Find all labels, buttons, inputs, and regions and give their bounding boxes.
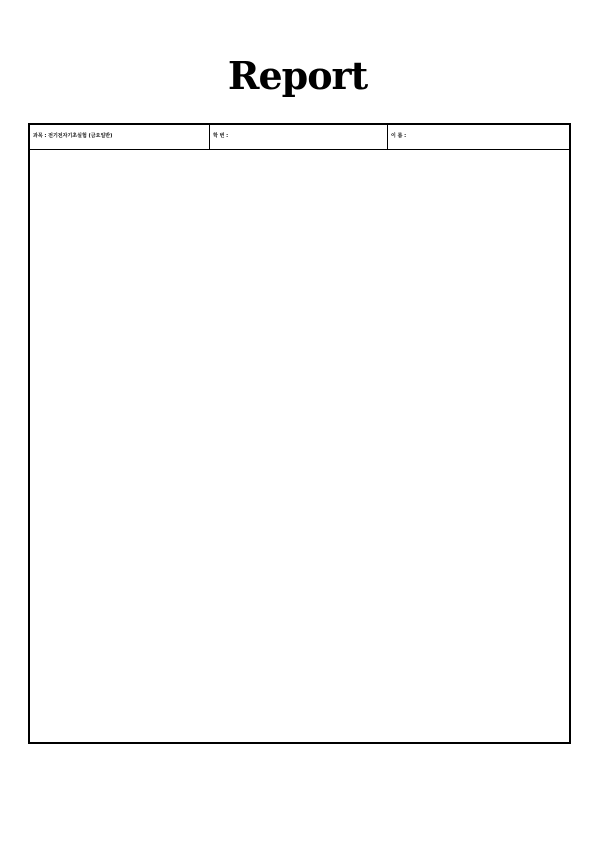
course-field: 과목 : 전기전자기초실험 (금요일반) — [30, 125, 210, 149]
report-title: Report — [227, 53, 368, 98]
name-field: 이 름 : — [391, 133, 407, 139]
student-id-field: 학 번 : — [210, 125, 388, 149]
info-header-row — [30, 125, 569, 150]
report-frame — [28, 123, 571, 744]
